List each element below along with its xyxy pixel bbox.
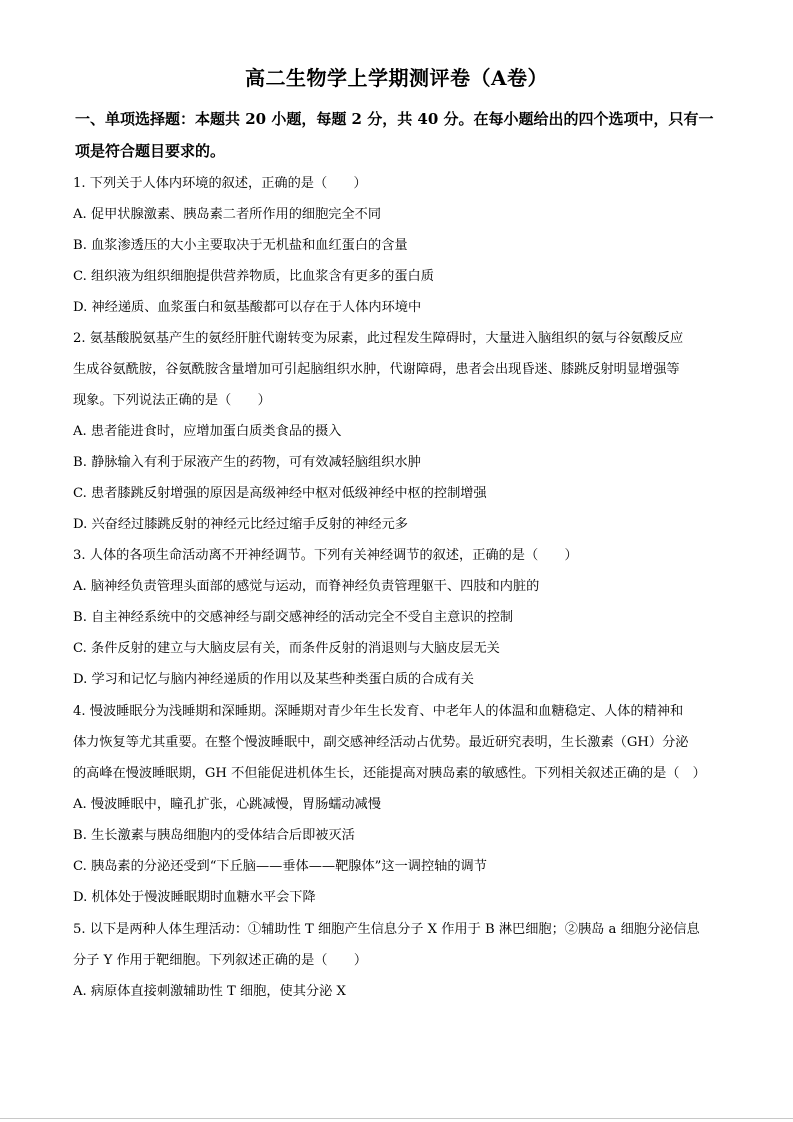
question-4-option-d: D. 机体处于慢波睡眠期时血糖水平会下降 bbox=[73, 890, 316, 905]
page-title: 高二生物学上学期测评卷（A卷） bbox=[244, 66, 549, 90]
section-heading-line-1: 一、单项选择题：本题共 20 小题，每题 2 分，共 40 分。在每小题给出的四个选项中，只有一 bbox=[75, 110, 714, 128]
page-bottom-divider bbox=[0, 1118, 793, 1119]
question-2-option-b: B. 静脉输入有利于尿液产生的药物，可有效减轻脑组织水肿 bbox=[73, 455, 421, 470]
question-2-stem-line-2: 生成谷氨酰胺，谷氨酰胺含量增加可引起脑组织水肿，代谢障碍，患者会出现昏迷、膝跳反射明显增强等 bbox=[73, 362, 680, 377]
question-4-stem-line-1: 4. 慢波睡眠分为浅睡期和深睡期。深睡期对青少年生长发育、中老年人的体温和血糖稳定、人体的精神和 bbox=[73, 704, 684, 719]
question-5-option-a: A. 病原体直接刺激辅助性 T 细胞，使其分泌 X bbox=[73, 984, 346, 999]
question-1-option-c: C. 组织液为组织细胞提供营养物质，比血浆含有更多的蛋白质 bbox=[73, 269, 434, 284]
question-4-stem-line-2: 体力恢复等尤其重要。在整个慢波睡眠中，副交感神经活动占优势。最近研究表明，生长激素（GH）分泌 bbox=[73, 735, 689, 750]
question-3-stem: 3. 人体的各项生命活动离不开神经调节。下列有关神经调节的叙述，正确的是（ ） bbox=[73, 548, 578, 563]
question-2-stem-line-1: 2. 氨基酸脱氨基产生的氨经肝脏代谢转变为尿素，此过程发生障碍时，大量进入脑组织的氨与谷氨酸反应 bbox=[73, 331, 684, 346]
question-5-stem-line-1: 5. 以下是两种人体生理活动：①辅助性 T 细胞产生信息分子 X 作用于 B 淋巴细胞；②胰岛 a 细胞分泌信息 bbox=[73, 922, 700, 937]
question-3-option-c: C. 条件反射的建立与大脑皮层有关，而条件反射的消退则与大脑皮层无关 bbox=[73, 641, 500, 656]
question-1-option-a: A. 促甲状腺激素、胰岛素二者所作用的细胞完全不同 bbox=[73, 207, 382, 222]
question-4-stem-line-3: 的高峰在慢波睡眠期，GH 不但能促进机体生长，还能提高对胰岛素的敏感性。下列相关叙述正确的是（ ） bbox=[73, 766, 706, 781]
question-2-option-d: D. 兴奋经过膝跳反射的神经元比经过缩手反射的神经元多 bbox=[73, 517, 408, 532]
question-5-stem-line-2: 分子 Y 作用于靶细胞。下列叙述正确的是（ ） bbox=[73, 953, 368, 968]
question-3-option-b: B. 自主神经系统中的交感神经与副交感神经的活动完全不受自主意识的控制 bbox=[73, 610, 514, 625]
question-4-option-a: A. 慢波睡眠中，瞳孔扩张，心跳减慢，胃肠蠕动减慢 bbox=[73, 797, 382, 812]
question-3-option-d: D. 学习和记忆与脑内神经递质的作用以及某些种类蛋白质的合成有关 bbox=[73, 672, 474, 687]
section-heading-line-2: 项是符合题目要求的。 bbox=[75, 142, 226, 160]
question-1-option-d: D. 神经递质、血浆蛋白和氨基酸都可以存在于人体内环境中 bbox=[73, 300, 422, 315]
question-2-option-c: C. 患者膝跳反射增强的原因是高级神经中枢对低级神经中枢的控制增强 bbox=[73, 486, 487, 501]
question-3-option-a: A. 脑神经负责管理头面部的感觉与运动，而脊神经负责管理躯干、四肢和内脏的 bbox=[73, 579, 540, 594]
question-4-option-b: B. 生长激素与胰岛细胞内的受体结合后即被灭活 bbox=[73, 828, 355, 843]
question-2-stem-line-3: 现象。下列说法正确的是（ ） bbox=[73, 393, 271, 408]
question-4-option-c: C. 胰岛素的分泌还受到“下丘脑——垂体——靶腺体”这一调控轴的调节 bbox=[73, 859, 487, 874]
question-2-option-a: A. 患者能进食时，应增加蛋白质类食品的摄入 bbox=[73, 424, 342, 439]
question-1-stem: 1. 下列关于人体内环境的叙述，正确的是（ ） bbox=[73, 176, 367, 191]
question-1-option-b: B. 血浆渗透压的大小主要取决于无机盐和血红蛋白的含量 bbox=[73, 238, 408, 253]
